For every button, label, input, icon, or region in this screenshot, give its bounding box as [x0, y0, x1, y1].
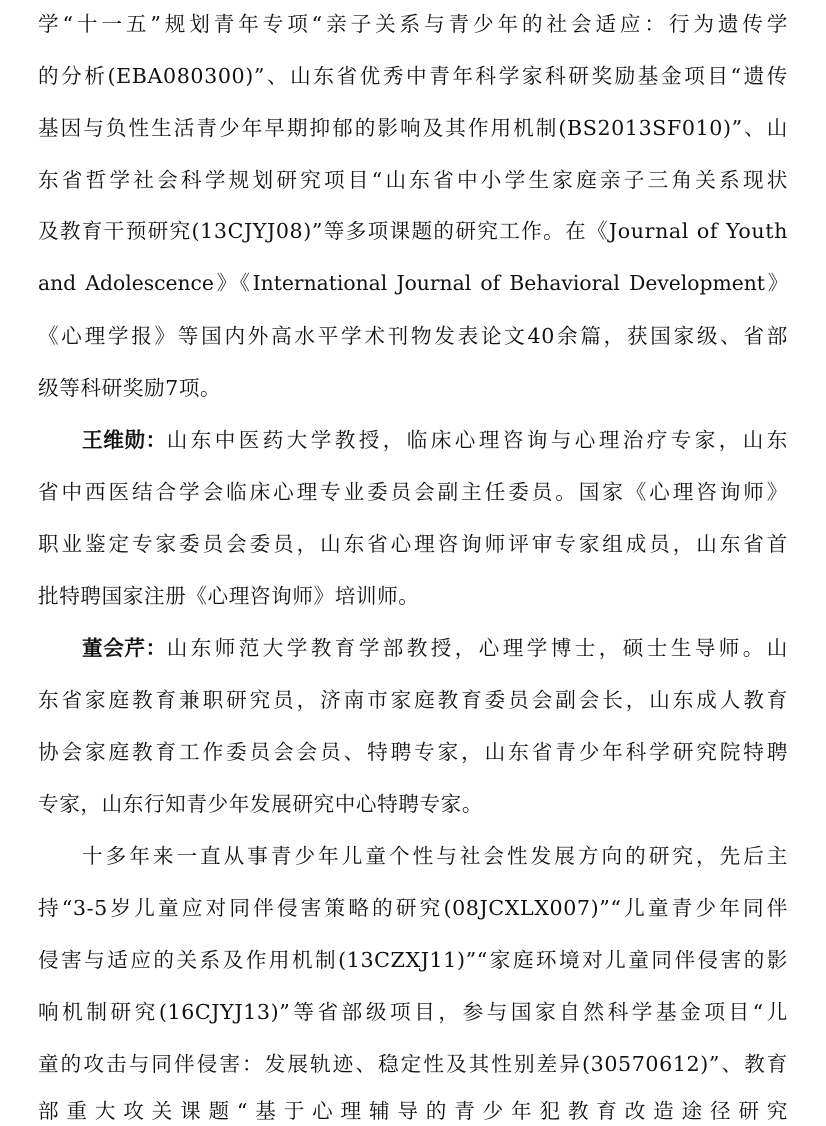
text-line: 东省家庭教育兼职研究员，济南市家庭教育委员会副会长，山东成人教育: [38, 688, 788, 712]
text-line: 学“十一五”规划青年专项“亲子关系与青少年的社会适应：行为遗传学: [38, 12, 788, 36]
text-line-rest: 山东师范大学教育学部教授，心理学博士，硕士生导师。山: [166, 636, 788, 660]
text-line: 部重大攻关课题“基于心理辅导的青少年犯教育改造途径研究: [38, 1099, 788, 1123]
text-line: 职业鉴定专家委员会委员，山东省心理咨询师评审专家组成员，山东省首: [38, 532, 788, 556]
person-name-wang-weixun: 王维勋：: [82, 428, 167, 452]
text-line: 东省哲学社会科学规划研究项目“山东省中小学生家庭亲子三角关系现状: [38, 168, 788, 192]
text-line: 协会家庭教育工作委员会会员、特聘专家，山东省青少年科学研究院特聘: [38, 740, 788, 764]
text-line-rest: 山东中医药大学教授，临床心理咨询与心理治疗专家，山东: [166, 428, 788, 452]
text-line: 响机制研究(16CJYJ13)”等省部级项目，参与国家自然科学基金项目“儿: [38, 1000, 788, 1024]
text-line: 省中西医结合学会临床心理专业委员会副主任委员。国家《心理咨询师》: [38, 480, 788, 504]
text-line: 专家，山东行知青少年发展研究中心特聘专家。: [38, 792, 484, 816]
text-line: 十多年来一直从事青少年儿童个性与社会性发展方向的研究，先后主: [82, 844, 788, 868]
text-line: 侵害与适应的关系及作用机制(13CZXJ11)”“家庭环境对儿童同伴侵害的影: [38, 948, 788, 972]
text-line: 童的攻击与同伴侵害：发展轨迹、稳定性及其性别差异(30570612)”、教育: [38, 1052, 788, 1076]
text-line-first: [82, 634, 788, 662]
text-line: 的分析(EBA080300)”、山东省优秀中青年科学家科研奖励基金项目“遗传: [38, 64, 788, 88]
text-line: 级等科研奖励7项。: [38, 376, 222, 400]
text-line: and Adolescence》《International Journal of Behavioral Development》: [38, 271, 788, 295]
text-line: 基因与负性生活青少年早期抑郁的影响及其作用机制(BS2013SF010)”、山: [38, 116, 788, 140]
text-line-first: [82, 426, 788, 454]
person-name-dong-huiqin: 董会芹：: [82, 636, 167, 660]
text-line: 批特聘国家注册《心理咨询师》培训师。: [38, 584, 420, 608]
text-line: 及教育干预研究(13CJYJ08)”等多项课题的研究工作。在《Journal of Youth: [38, 219, 788, 243]
text-line: 《心理学报》等国内外高水平学术刊物发表论文40余篇，获国家级、省部: [38, 324, 788, 348]
text-line: 持“3-5岁儿童应对同伴侵害策略的研究(08JCXLX007)”“儿童青少年同伴: [38, 896, 788, 920]
